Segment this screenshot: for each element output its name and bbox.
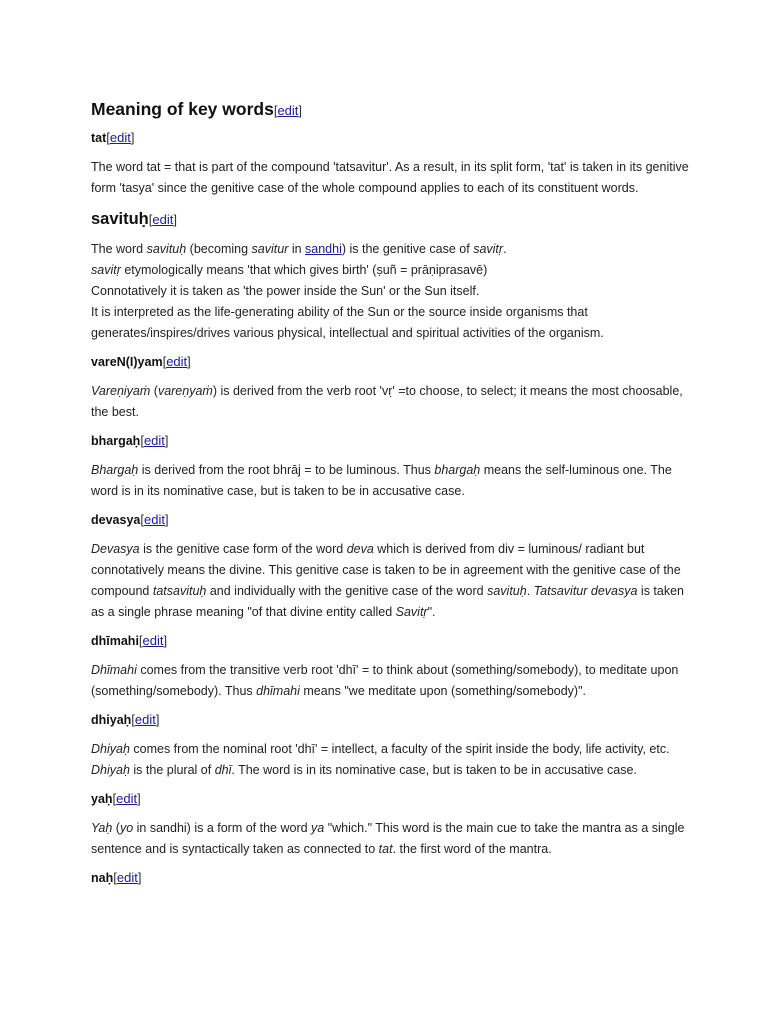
paragraph-savituh: The word savituḥ (becoming savitur in sandhi) is the genitive case of savitṛ. savitṛ etymologically means 'that which gives birth' (ṣuñ = prāṇiprasavē) Connotatively it is taken as 'the power inside the Sun' or the Sun itself. It is interpreted as the life-generating ability of the Sun or the source inside organisms that generates/inspires/drives various physical, intellectual and spiritual activities of the organism. <box>91 242 604 340</box>
edit-link-varenyam[interactable]: edit <box>166 354 188 369</box>
edit-link-heading[interactable]: edit <box>277 103 299 118</box>
paragraph-yah: Yaḥ (yo in sandhi) is a form of the word ya "which." This word is the main cue to take the mantra as a single sentence and is syntactically taken as connected to tat. the first word of the mantra. <box>91 821 685 856</box>
paragraph-varenyam: Vareṇiyaṁ (vareṇyaṁ) is derived from the verb root 'vṛ' =to choose, to select; it means the most choosable, the best. <box>91 384 683 419</box>
subheading-dhiyah: dhiyaḥ[edit] <box>91 712 160 727</box>
edit-link-nah[interactable]: edit <box>116 870 138 885</box>
paragraph-devasya: Devasya is the genitive case form of the word deva which is derived from div = luminous/ radiant but connotatively means the divine. This genitive case is taken to be in agreement with the genitive case of the compound tatsavituḥ and individually with the genitive case of the word savituḥ. Tatsavitur devasya is taken as a single phrase meaning "of that divine entity called Savitṛ". <box>91 542 684 619</box>
edit-link-bhargah[interactable]: edit <box>143 433 165 448</box>
section-heading-text: Meaning of key words <box>91 99 274 119</box>
subheading-varenyam-text: vareN(I)yam <box>91 355 163 369</box>
subheading-nah: naḥ[edit] <box>91 870 142 885</box>
subheading-devasya-text: devasya <box>91 513 141 527</box>
sandhi-link[interactable]: sandhi <box>305 242 342 256</box>
edit-section: [edit] <box>273 103 303 118</box>
subheading-bhargah-text: bhargaḥ <box>91 434 141 448</box>
subheading-yah: yaḥ[edit] <box>91 791 141 806</box>
subheading-dhimahi-text: dhīmahi <box>91 634 139 648</box>
section-heading <box>91 96 691 124</box>
edit-link-tat[interactable]: edit <box>109 130 131 145</box>
subheading-dhimahi: dhīmahi[edit] <box>91 633 168 648</box>
subheading-savituh-text: savituḥ <box>91 210 149 228</box>
subheading-savituh: savituḥ[edit] <box>91 210 177 228</box>
subheading-tat-text: tat <box>91 131 107 145</box>
paragraph-dhiyah: Dhiyaḥ comes from the nominal root 'dhī' = intellect, a faculty of the spirit inside the body, life activity, etc. Dhiyaḥ is the plural of dhī. The word is in its nominative case, but is taken to be in accusative case. <box>91 742 670 777</box>
subheading-dhiyah-text: dhiyaḥ <box>91 713 132 727</box>
subheading-nah-text: naḥ <box>91 871 114 885</box>
paragraph-bhargah: Bhargaḥ is derived from the root bhrāj = to be luminous. Thus bhargaḥ means the self-luminous one. The word is in its nominative case, but is taken to be in accusative case. <box>91 463 672 498</box>
subheading-yah-text: yaḥ <box>91 792 113 806</box>
subheading-devasya: devasya[edit] <box>91 512 169 527</box>
subheading-varenyam: vareN(I)yam[edit] <box>91 354 191 369</box>
edit-link-dhimahi[interactable]: edit <box>142 633 164 648</box>
subheading-tat: tat[edit] <box>91 130 135 145</box>
edit-link-savituh[interactable]: edit <box>152 212 174 227</box>
article-content <box>91 96 691 897</box>
subheading-bhargah: bhargaḥ[edit] <box>91 433 169 448</box>
paragraph-dhimahi: Dhīmahi comes from the transitive verb root 'dhī' = to think about (something/somebody), to meditate upon (something/somebody). Thus dhīmahi means "we meditate upon (something/somebody)". <box>91 663 679 698</box>
paragraph-tat: The word tat = that is part of the compound 'tatsavitur'. As a result, in its split form, 'tat' is taken in its genitive form 'tasya' since the genitive case of the whole compound applies to each of its constituent words. <box>91 160 689 195</box>
edit-link-yah[interactable]: edit <box>116 791 138 806</box>
edit-link-dhiyah[interactable]: edit <box>134 712 156 727</box>
edit-link-devasya[interactable]: edit <box>143 512 165 527</box>
